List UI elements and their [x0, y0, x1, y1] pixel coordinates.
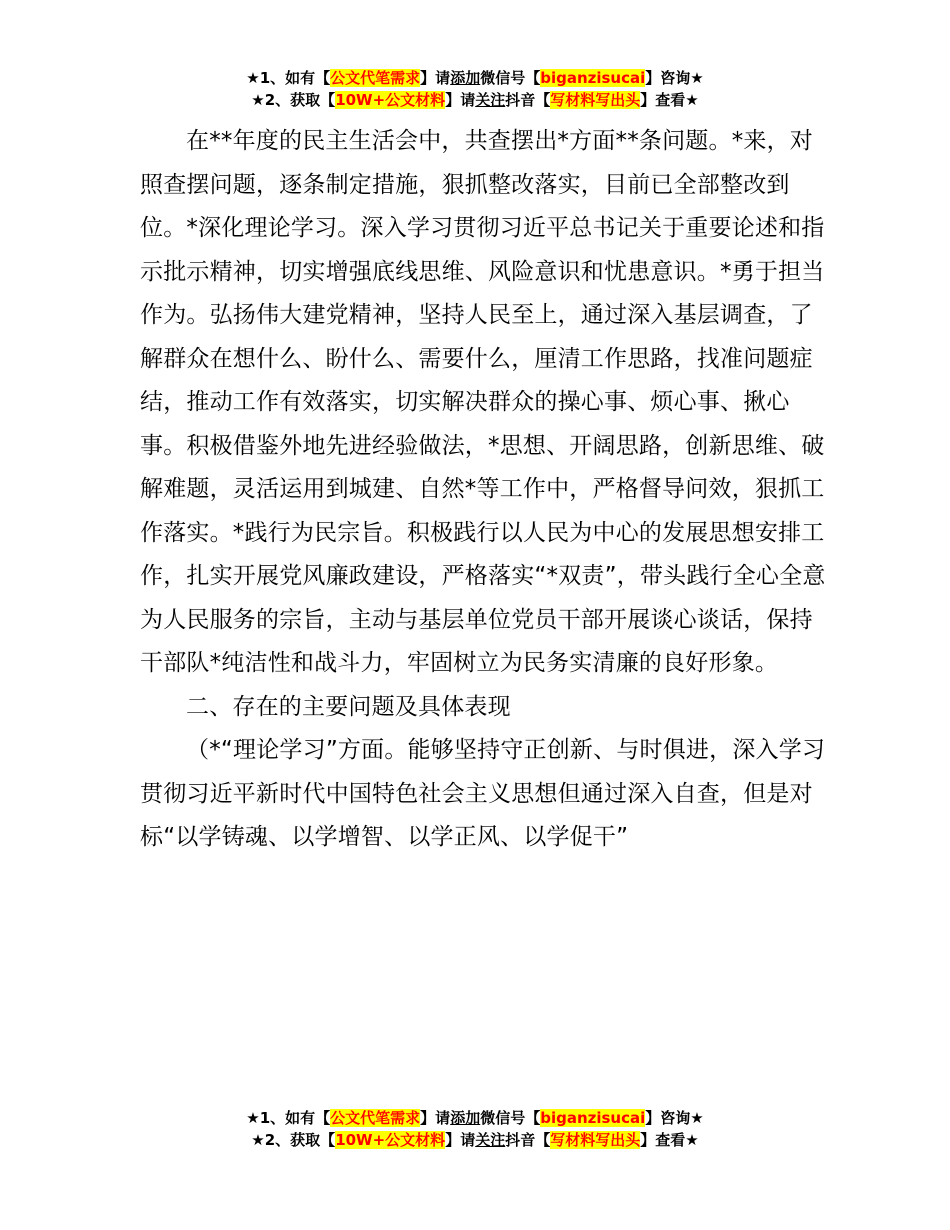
banner-text: 微信号【	[480, 1109, 541, 1127]
banner-highlight: biganzisucai	[540, 1109, 646, 1127]
banner-text: 】请	[420, 69, 451, 87]
banner-text: ★2、获取【	[251, 1131, 336, 1149]
banner-text: 微信号【	[480, 69, 541, 87]
document-body	[140, 120, 830, 860]
banner-underlined: 关注	[475, 91, 506, 109]
banner-highlight: 写材料写出头	[550, 91, 641, 109]
banner-underlined: 添加	[450, 1109, 481, 1127]
banner-text: 抖音【	[505, 1131, 551, 1149]
banner-text: 】请	[445, 91, 476, 109]
banner-text: ★2、获取【	[251, 91, 336, 109]
banner-underlined: 关注	[475, 1131, 506, 1149]
banner-text: ★1、如有【	[246, 1109, 331, 1127]
body-paragraph-1: 在**年度的民主生活会中，共查摆出*方面**条问题。*来，对照查摆问题，逐条制定措施，狠抓整改落实，目前已全部整改到位。*深化理论学习。深入学习贯彻习近平总书记关于重要论述和指示批示精神，切实增强底线思维、风险意识和忧患意识。*勇于担当作为。弘扬伟大建党精神，坚持人民至上，通过深入基层调查，了解群众在想什么、盼什么、需要什么，厘清工作思路，找准问题症结，推动工作有效落实，切实解决群众的操心事、烦心事、揪心事。积极借鉴外地先进经验做法，*思想、开阔思路，创新思维、破解难题，灵活运用到城建、自然*等工作中，严格督导问效，狠抓工作落实。*践行为民宗旨。积极践行以人民为中心的发展思想安排工作，扎实开展党风廉政建设，严格落实“*双责”，带头践行全心全意为人民服务的宗旨，主动与基层单位党员干部开展谈心谈话，保持干部队*纯洁性和战斗力，牢固树立为民务实清廉的良好形象。	[140, 128, 826, 676]
header-banner	[0, 67, 950, 111]
banner-text: 】请	[445, 1131, 476, 1149]
section-heading: 二、存在的主要问题及具体表现	[186, 693, 511, 720]
banner-highlight: 写材料写出头	[550, 1131, 641, 1149]
banner-highlight: 公文代笔需求	[330, 69, 421, 87]
banner-line-1	[0, 1107, 950, 1129]
banner-line-2	[0, 89, 950, 111]
footer-banner	[0, 1107, 950, 1151]
banner-highlight: 10W+公文材料	[335, 91, 446, 109]
banner-line-2	[0, 1129, 950, 1151]
banner-highlight: biganzisucai	[540, 69, 646, 87]
banner-text: 】咨询★	[645, 69, 704, 87]
banner-line-1	[0, 67, 950, 89]
banner-text: 】请	[420, 1109, 451, 1127]
banner-text: 抖音【	[505, 91, 551, 109]
banner-highlight: 公文代笔需求	[330, 1109, 421, 1127]
banner-text: 】咨询★	[645, 1109, 704, 1127]
banner-text: ★1、如有【	[246, 69, 331, 87]
banner-text: 】查看★	[640, 91, 699, 109]
body-paragraph-2: （*“理论学习”方面。能够坚持守正创新、与时俱进，深入学习贯彻习近平新时代中国特色社会主义思想但通过深入自查，但是对标“以学铸魂、以学增智、以学正风、以学促干”	[140, 737, 826, 850]
banner-underlined: 添加	[450, 69, 481, 87]
banner-text: 】查看★	[640, 1131, 699, 1149]
banner-highlight: 10W+公文材料	[335, 1131, 446, 1149]
